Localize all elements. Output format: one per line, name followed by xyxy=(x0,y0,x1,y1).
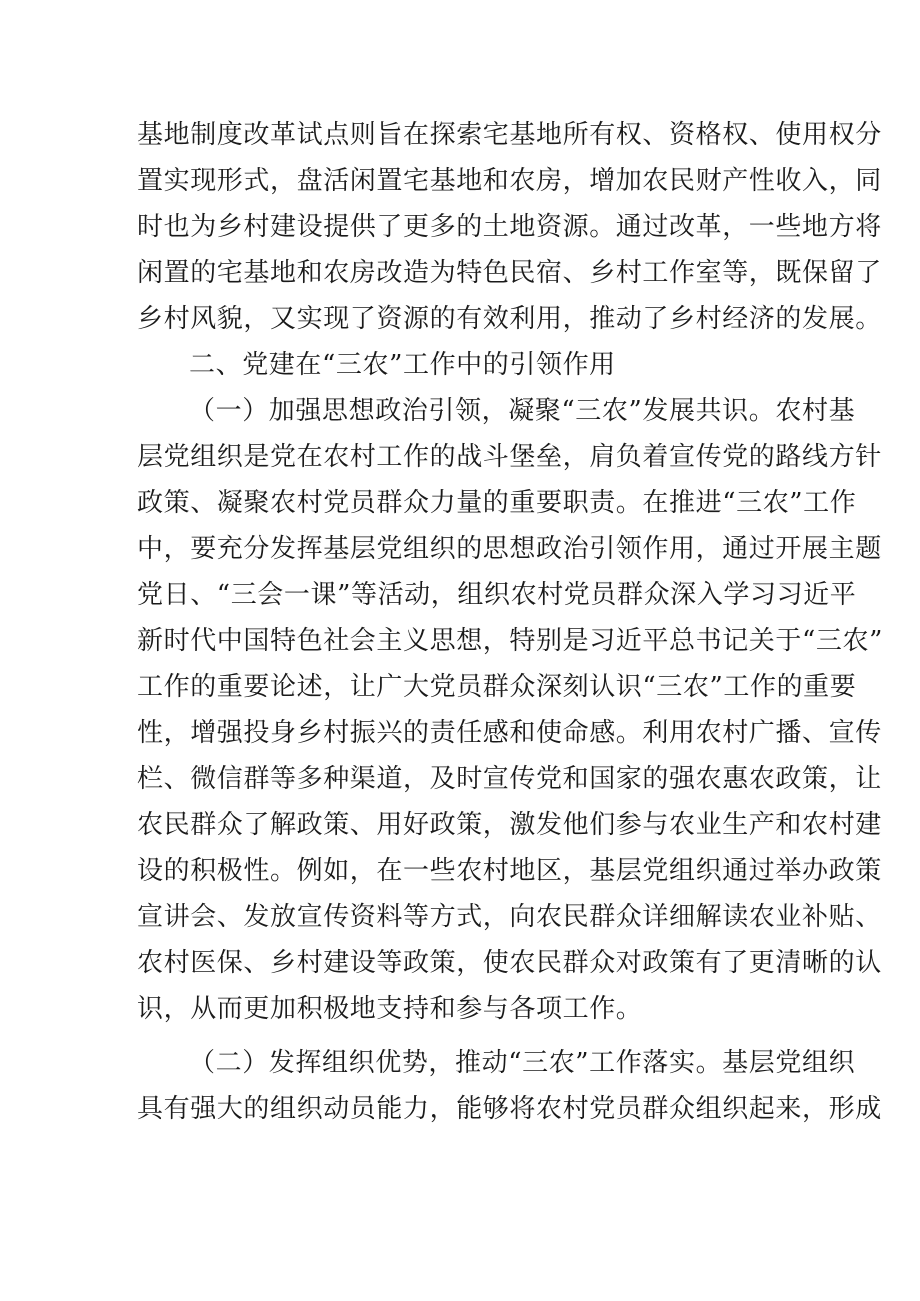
text-line: 工作的重要论述，让广大党员群众深刻认识“三农”工作的重要 xyxy=(137,672,857,702)
section-heading: 二、党建在“三农”工作中的引领作用 xyxy=(189,350,616,380)
text-line: 党日、“三会一课”等活动，组织农村党员群众深入学习习近平 xyxy=(137,580,857,610)
subsection-heading-2: （二）发挥组织优势，推动“三农”工作落实。基层党组织 xyxy=(189,1048,856,1078)
text-line: 中，要充分发挥基层党组织的思想政治引领作用，通过开展主题 xyxy=(137,534,882,564)
text-line: 农民群众了解政策、用好政策，激发他们参与农业生产和农村建 xyxy=(137,810,882,840)
text-line: 新时代中国特色社会主义思想，特别是习近平总书记关于“三农” xyxy=(137,626,883,656)
text-line: 宣讲会、发放宣传资料等方式，向农民群众详细解读农业补贴、 xyxy=(137,902,882,932)
text-line: 识，从而更加积极地支持和参与各项工作。 xyxy=(137,994,643,1024)
text-line: 层党组织是党在农村工作的战斗堡垒，肩负着宣传党的路线方针 xyxy=(137,442,882,472)
text-line: 性，增强投身乡村振兴的责任感和使命感。利用农村广播、宣传 xyxy=(137,718,882,748)
text-line: 设的积极性。例如，在一些农村地区，基层党组织通过举办政策 xyxy=(137,856,882,886)
text-line: 时也为乡村建设提供了更多的土地资源。通过改革，一些地方将 xyxy=(137,212,882,242)
text-line: 乡村风貌，又实现了资源的有效利用，推动了乡村经济的发展。 xyxy=(137,304,882,334)
text-line: 栏、微信群等多种渠道，及时宣传党和国家的强农惠农政策，让 xyxy=(137,764,882,794)
body-text xyxy=(137,112,883,1132)
text-line: 基地制度改革试点则旨在探索宅基地所有权、资格权、使用权分 xyxy=(137,120,882,150)
text-line: 置实现形式，盘活闲置宅基地和农房，增加农民财产性收入，同 xyxy=(137,166,882,196)
text-line: 闲置的宅基地和农房改造为特色民宿、乡村工作室等，既保留了 xyxy=(137,258,882,288)
text-line: 具有强大的组织动员能力，能够将农村党员群众组织起来，形成 xyxy=(137,1094,882,1124)
text-line: 农村医保、乡村建设等政策，使农民群众对政策有了更清晰的认 xyxy=(137,948,882,978)
text-line: 政策、凝聚农村党员群众力量的重要职责。在推进“三农”工作 xyxy=(137,488,857,518)
subsection-heading-1: （一）加强思想政治引领，凝聚“三农”发展共识。农村基 xyxy=(189,396,856,426)
